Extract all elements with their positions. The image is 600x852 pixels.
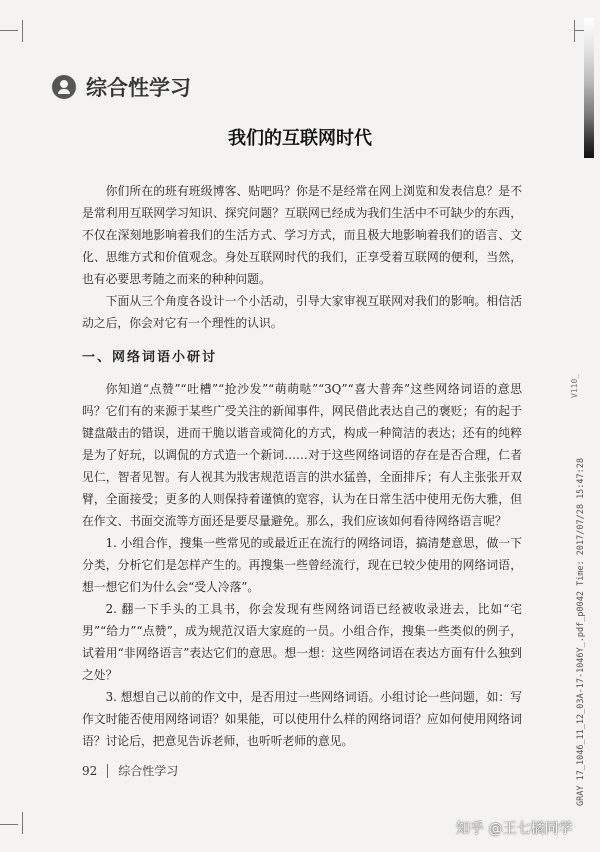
page-number: 92 — [82, 763, 98, 778]
body-paragraph: 3. 想想自己以前的作文中，是否用过一些网络词语。小组讨论一些问题，如：写作文时能否使用网络词语？如果能，可以使用什么样的网络词语？应如何使用网络词语？讨论后，把意见告诉老师，也听听老师的意见。 — [82, 690, 522, 748]
crop-mark-bottom-left — [8, 812, 23, 834]
subheading: 一、网络词语小研讨 — [82, 350, 218, 365]
person-badge-icon — [52, 75, 76, 99]
print-info-text — [576, 458, 586, 806]
body-paragraph: 2. 翻一下手头的工具书，你会发现有些网络词语已经被收录进去，比如“宅男”“给力”“点赞”，成为规范汉语大家庭的一员。小组合作，搜集一些类似的例子，试着用“非网络语言”表达它们的意思。想一想：这些网络词语在表达方面有什么独到之处？ — [82, 602, 522, 682]
crop-mark-bottom-left-h — [0, 824, 18, 825]
section-title: 综合性学习 — [86, 76, 191, 100]
intro-text — [82, 180, 522, 334]
crop-mark-top-left — [8, 20, 23, 42]
page-footer — [82, 762, 178, 779]
running-title: 综合性学习 — [118, 764, 179, 778]
print-info: 17_1046_11_12_03A-17-1046Y_.pdf_p0042 Time: 2017/07/28 15:47:28 — [576, 457, 586, 781]
crop-mark-top-left-h — [0, 30, 18, 31]
intro-paragraph: 下面从三个角度各设计一个小活动，引导大家审视互联网对我们的影响。相信活动之后，你会对它有一个理性的认识。 — [82, 294, 522, 330]
body-paragraph: 1. 小组合作，搜集一些常见的或最近正在流行的网络词语，搞清楚意思，做一下分类，分析它们是怎样产生的。再搜集一些曾经流行，现在已较少使用的网络词语，想一想它们为什么会“受人冷落”。 — [82, 536, 522, 594]
body-paragraph: 你知道“点赞”“吐槽”“抢沙发”“萌萌哒”“3Q”“喜大普奔”这些网络词语的意思吗？它们有的来源于某些广受关注的新闻事件，网民借此表达自己的褒贬；有的起于键盘敲击的错误，进而干脆以谐音或简化的方式，构成一种简洁的表达；还有的纯粹是为了好玩，以调侃的方式造一个新词……对于这些网络词语的存在是否合理，仁者见仁，智者见智。有人视其为戕害规范语言的洪水猛兽，全面排斥；有人主张张开双臂，全面接受；更多的人则保持着谨慎的宽容，认为在日常生活中使用无伤大雅，但在作文、书面交流等方面还是要尽量避免。那么，我们应该如何看待网络语言呢？ — [82, 382, 522, 528]
section-header — [52, 72, 191, 102]
print-info-mark — [566, 457, 586, 810]
v-mark: V110_ — [570, 373, 579, 398]
gray-label: GRAY — [576, 785, 586, 806]
article-title: 我们的互联网时代 — [228, 128, 372, 149]
footer-divider — [107, 764, 108, 778]
watermark: 知乎 @王七橘同学 — [456, 821, 573, 837]
intro-paragraph: 你们所在的班有班级博客、贴吧吗？你是不是经常在网上浏览和发表信息？是不是常利用互联网学习知识、探究问题？互联网已经成为我们生活中不可缺少的东西，不仅在深刻地影响着我们的生活方式、学习方式，而且极大地影响着我们的语言、文化、思维方式和价值观念。身处互联网时代的我们，正享受着互联网的便利，当然，也有必要思考随之而来的种种问题。 — [82, 184, 522, 286]
activity-text — [82, 378, 522, 752]
